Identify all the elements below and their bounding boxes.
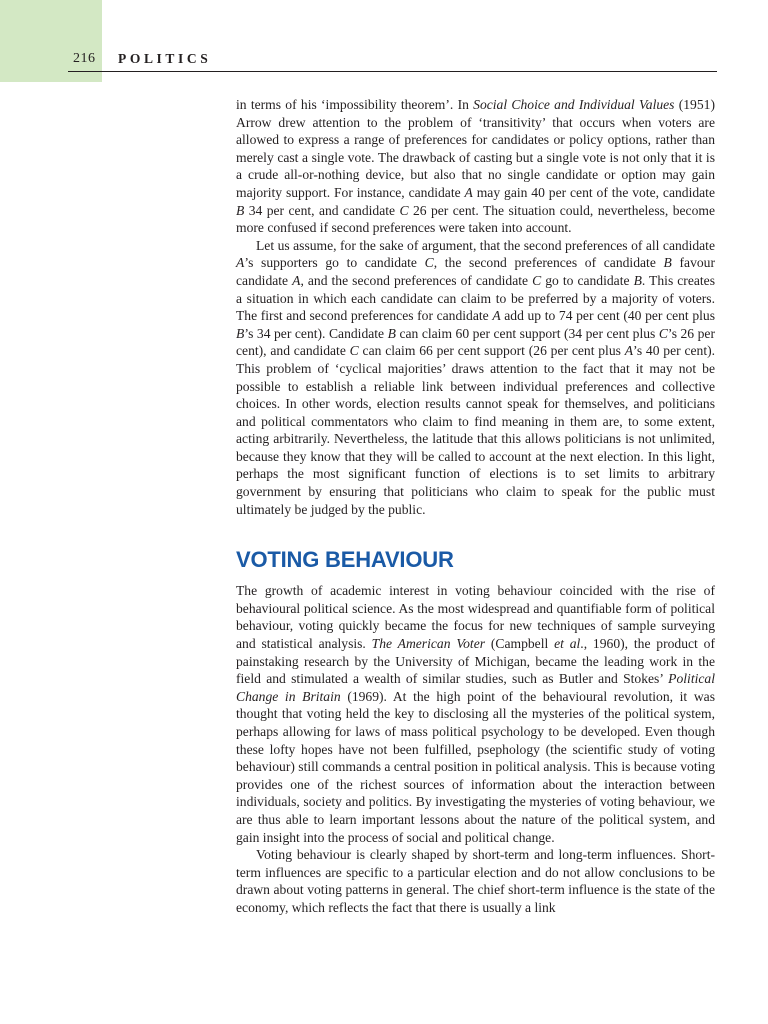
header-rule: [68, 71, 717, 72]
section-heading: VOTING BEHAVIOUR: [236, 547, 454, 573]
paragraph: Let us assume, for the sake of argument, that the second preferences of all candidate A’s supporters go to candidate C, the second preferences of candidate B favour candidate A, and the second preferences of candidate C go to candidate B. This creates a situation in which each candidate can claim to be preferred by a majority of voters. The first and second preferences for candidate A add up to 74 per cent (40 per cent plus B’s 34 per cent). Candidate B can claim 60 per cent support (34 per cent plus C’s 26 per cent), and candidate C can claim 66 per cent support (26 per cent plus A’s 40 per cent). This problem of ‘cyclical majorities’ draws attention to the fact that it may not be possible to establish a reliable link between individual preferences and collective choices. In other words, election results cannot speak for themselves, and politicians and political commentators who claim to find meaning in them are, to some extent, acting arbitrarily. Nevertheless, the latitude that this allows politicians is not unlimited, because they know that they will be called to account at the next election. In this light, perhaps the most significant function of elections is to set limits to arbitrary government by ensuring that politicians who claim to speak for the public must ultimately be judged by the public.: [236, 237, 716, 517]
page-number: 216: [73, 51, 96, 66]
page-body: [236, 96, 715, 917]
paragraph: The growth of academic interest in voting behaviour coincided with the rise of behavioural political science. As the most widespread and quantifiable form of political behaviour, voting quickly became the focus for new techniques of sample surveying and statistical analysis. The American Voter (Campbell et al., 1960), the product of painstaking research by the University of Michigan, became the leading work in the field and stimulated a wealth of similar studies, such as Butler and Stokes’ Political Change in Britain (1969). At the high point of the behavioural revolution, it was thought that voting held the key to disclosing all the mysteries of the political system, perhaps allowing for laws of mass political psychology to be developed. Even though these lofty hopes have not been fulfilled, psephology (the scientific study of voting behaviour) still commands a central position in political analysis. This is because voting provides one of the richest sources of information about the interaction between individuals, society and politics. By investigating the mysteries of voting behaviour, we are thus able to learn important lessons about the nature of the political system, and gain insight into the process of social and political change.: [236, 583, 715, 845]
paragraph: Voting behaviour is clearly shaped by short-term and long-term influences. Short-term influences are specific to a particular election and do not allow conclusions to be drawn about voting patterns in general. The chief short-term influence is the state of the economy, which reflects the fact that there is usually a link: [236, 847, 715, 915]
paragraph: in terms of his ‘impossibility theorem’. In Social Choice and Individual Values (1951) Arrow drew attention to the problem of ‘transitivity’ that occurs when voters are allowed to express a range of preferences for candidates or policy options, rather than merely cast a single vote. The drawback of casting but a single vote is not only that it is a crude all-or-nothing device, but also that no single candidate or option may gain majority support. For instance, candidate A may gain 40 per cent of the vote, candidate B 34 per cent, and candidate C 26 per cent. The situation could, nevertheless, become more confused if second preferences were taken into account.: [236, 97, 715, 236]
page-corner-tab: [0, 0, 102, 82]
running-head: POLITICS: [118, 51, 212, 66]
